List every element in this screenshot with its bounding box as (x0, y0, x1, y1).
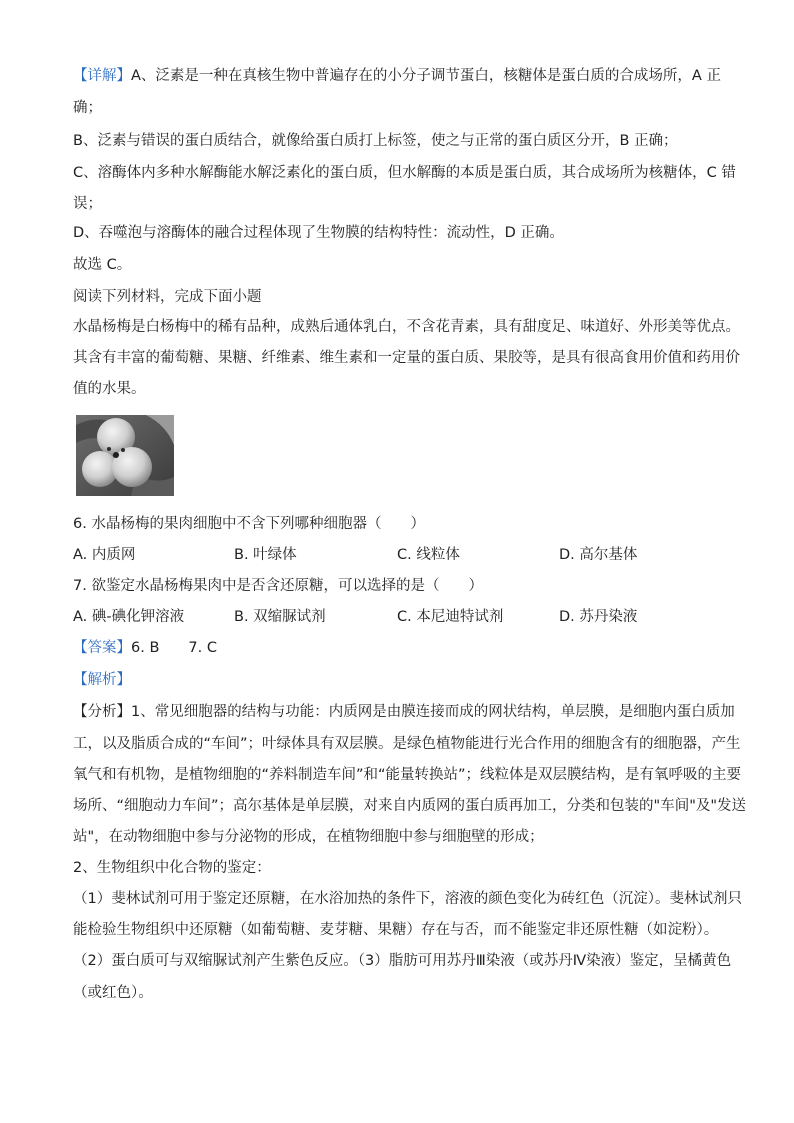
fenxi-line-3: 氧气和有机物，是植物细胞的“养料制造车间”和“能量转换站”；线粒体是双层膜结构，是有氧呼吸的主要 (73, 767, 742, 783)
material-intro: 阅读下列材料，完成下面小题 (73, 289, 262, 305)
fenxi-line-6: 2、生物组织中化合物的鉴定： (73, 860, 271, 876)
waxberry-photo-graphic (76, 415, 174, 496)
question-6-stem: 6. 水晶杨梅的果肉细胞中不含下列哪种细胞器（ ） (73, 516, 425, 532)
question-6-option-d: D. 高尔基体 (559, 547, 638, 563)
fenxi-line-8: 能检验生物组织中还原糖（如葡萄糖、麦芽糖、果糖）存在与否，而不能鉴定非还原性糖（如淀粉）。 (73, 922, 719, 938)
material-paragraph-line-2: 其含有丰富的葡萄糖、果糖、纤维素、维生素和一定量的蛋白质、果胶等，是具有很高食用价值和药用价 (73, 350, 740, 366)
waxberry-photo (76, 415, 174, 496)
detail-line-1-text: A、泛素是一种在真核生物中普遍存在的小分子调节蛋白，核糖体是蛋白质的合成场所，A 正 (131, 68, 721, 84)
detail-line-5: 误； (73, 196, 102, 212)
fenxi-line-1-text: 1、常见细胞器的结构与功能：内质网是由膜连接而成的网状结构，单层膜，是细胞内蛋白质加 (131, 704, 735, 720)
material-paragraph-line-3: 值的水果。 (73, 381, 146, 397)
fenxi-line-5: 站"，在动物细胞中参与分泌物的形成，在植物细胞中参与细胞壁的形成； (73, 829, 544, 845)
detail-line-1 (73, 66, 721, 86)
detail-line-6: D、吞噬泡与溶酶体的融合过程体现了生物膜的结构特性：流动性，D 正确。 (73, 225, 564, 241)
detail-line-2: 确； (73, 100, 102, 116)
fenxi-line-4: 场所、“细胞动力车间”；高尔基体是单层膜，对来自内质网的蛋白质再加工，分类和包装的"车间"及"发送 (73, 798, 747, 814)
question-7-option-a: A. 碘-碘化钾溶液 (73, 609, 185, 625)
question-7-option-d: D. 苏丹染液 (559, 609, 638, 625)
fenxi-line-7: （1）斐林试剂可用于鉴定还原糖，在水浴加热的条件下，溶液的颜色变化为砖红色（沉淀）。斐林试剂只 (73, 891, 742, 907)
detail-line-7: 故选 C。 (73, 257, 132, 273)
answer-text: 6. B 7. C (131, 640, 217, 656)
answer-tag: 【答案】 (73, 640, 131, 656)
detail-line-3: B、泛素与错误的蛋白质结合，就像给蛋白质打上标签，使之与正常的蛋白质区分开，B 正确； (73, 133, 678, 149)
material-paragraph-line-1: 水晶杨梅是白杨梅中的稀有品种，成熟后通体乳白，不含花青素，具有甜度足、味道好、外形美等优点。 (73, 319, 740, 335)
question-6-option-b: B. 叶绿体 (234, 547, 297, 563)
question-6-option-c: C. 线粒体 (397, 547, 460, 563)
detail-line-4: C、溶酶体内多种水解酶能水解泛素化的蛋白质，但水解酶的本质是蛋白质，其合成场所为核糖体，C 错 (73, 165, 736, 181)
question-7-stem: 7. 欲鉴定水晶杨梅果肉中是否含还原糖，可以选择的是（ ） (73, 578, 483, 594)
fenxi-line-10: （或红色）。 (73, 985, 153, 1001)
analysis-tag: 【解析】 (73, 672, 131, 688)
answer-line (73, 638, 217, 658)
fenxi-line-1 (73, 702, 735, 722)
question-7-option-c: C. 本尼迪特试剂 (397, 609, 504, 625)
question-6-option-a: A. 内质网 (73, 547, 136, 563)
question-7-option-b: B. 双缩脲试剂 (234, 609, 326, 625)
fenxi-line-9: （2）蛋白质可与双缩脲试剂产生紫色反应。（3）脂肪可用苏丹Ⅲ染液（或苏丹Ⅳ染液）鉴定，呈橘黄色 (73, 953, 732, 969)
fenxi-tag: 【分析】 (73, 704, 131, 720)
fenxi-line-2: 工，以及脂质合成的“车间”；叶绿体具有双层膜。是绿色植物能进行光合作用的细胞含有的细胞器，产生 (73, 736, 741, 752)
detail-tag: 【详解】 (73, 68, 131, 84)
